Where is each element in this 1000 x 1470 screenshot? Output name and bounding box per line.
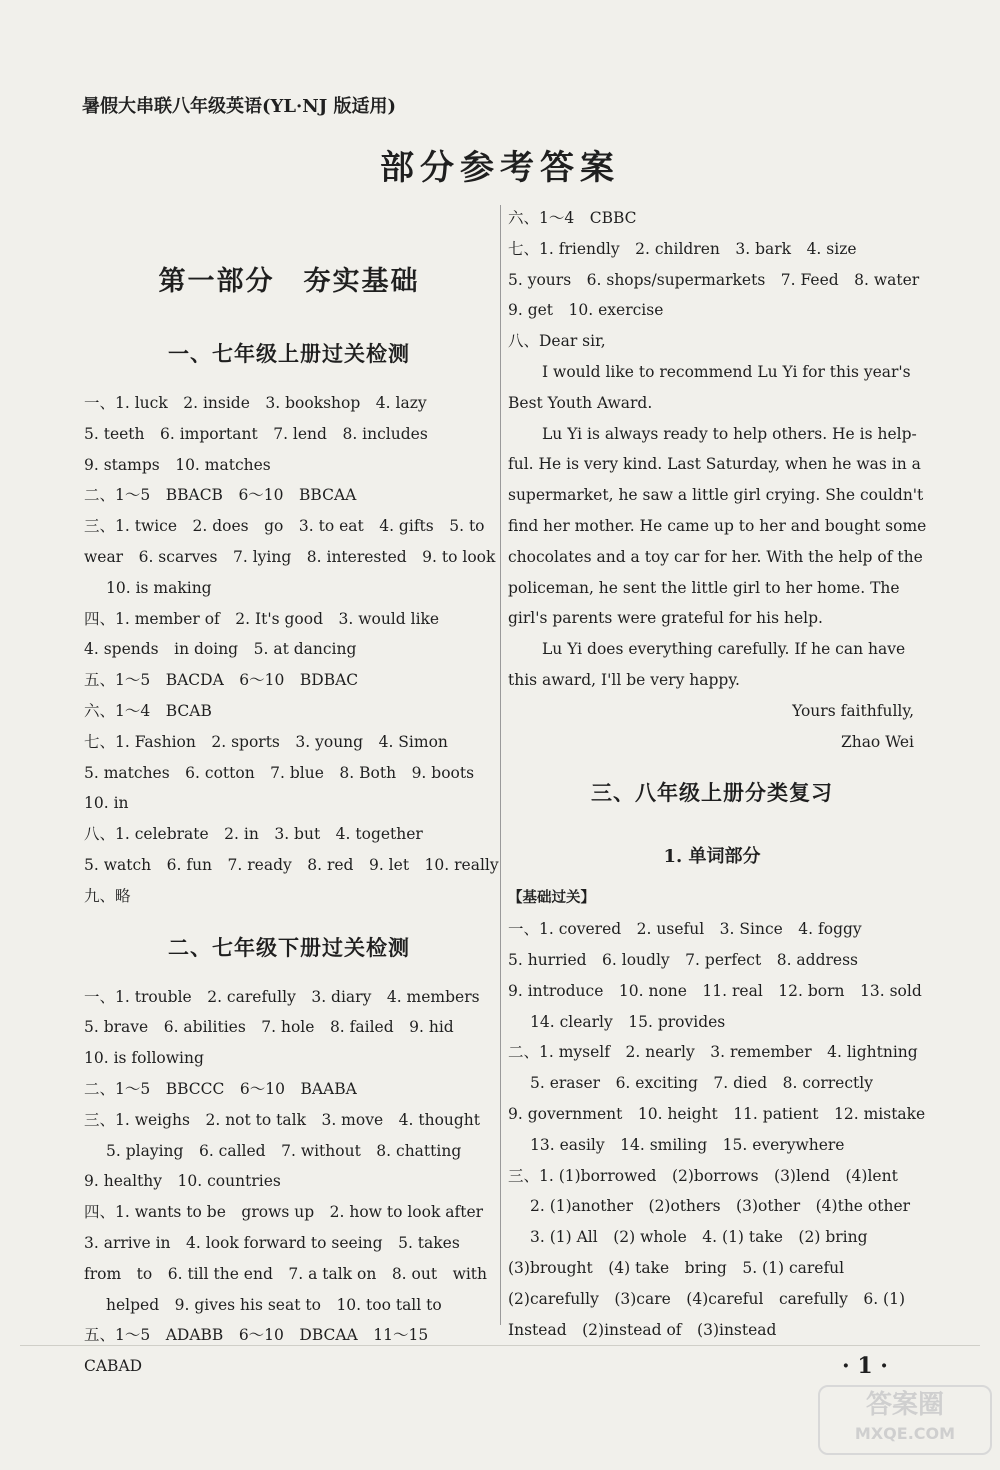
answer-line: 七、1. friendly 2. children 3. bark 4. size <box>508 239 857 258</box>
right-column <box>508 203 927 1345</box>
book-header: 暑假大串联八年级英语(YL·NJ 版适用) <box>82 96 397 117</box>
answer-line: 5. playing 6. called 7. without 8. chatting <box>106 1141 462 1160</box>
section-heading-wrap <box>508 757 916 827</box>
answer-line: 5. hurried 6. loudly 7. perfect 8. address <box>508 950 859 969</box>
answer-line: 5. matches 6. cotton 7. blue 8. Both 9. boots <box>84 763 475 782</box>
answer-line: 二、1. myself 2. nearly 3. remember 4. lightning <box>508 1043 918 1062</box>
answer-line: 9. healthy 10. countries <box>84 1172 281 1191</box>
letter-signature: Zhao Wei <box>840 732 914 751</box>
answer-line: 10. in <box>84 794 129 813</box>
bottom-rule <box>20 1345 980 1346</box>
answer-line: 八、Dear sir, <box>508 332 606 351</box>
answer-line: 一、1. luck 2. inside 3. bookshop 4. lazy <box>84 394 427 412</box>
answer-line: from to 6. till the end 7. a talk on 8. out with <box>84 1264 488 1283</box>
answer-line: 一、1. trouble 2. carefully 3. diary 4. members <box>84 987 480 1006</box>
page-title: 部分参考答案 <box>380 148 620 188</box>
answer-line: CABAD <box>84 1357 143 1376</box>
page-number: · 1 · <box>842 1353 888 1379</box>
letter-line: policeman, he sent the little girl to her home. The <box>508 578 900 597</box>
letter-line: Best Youth Award. <box>508 393 653 412</box>
answer-line: 10. is making <box>106 578 212 597</box>
subsection-heading-wrap <box>508 827 916 883</box>
answer-line: 五、1～5 ADABB 6～10 DBCAA 11～15 <box>84 1326 429 1345</box>
letter-line: this award, I'll be very happy. <box>508 670 740 689</box>
answer-line: 3. arrive in 4. look forward to seeing 5. takes <box>84 1233 460 1252</box>
answer-line: 一、1. covered 2. useful 3. Since 4. foggy <box>508 920 862 939</box>
letter-closing: Yours faithfully, <box>792 701 914 720</box>
letter-line: ful. He is very kind. Last Saturday, when he was in a <box>508 455 921 474</box>
answers-grade7-second <box>84 982 494 1382</box>
answer-line: 5. teeth 6. important 7. lend 8. includes <box>84 424 428 443</box>
section-title-grade7-second: 二、七年级下册过关检测 <box>168 934 410 960</box>
letter-line: chocolates and a toy car for her. With the help of the <box>508 547 923 566</box>
column-divider <box>500 205 501 1325</box>
answer-line: 九、略 <box>84 886 131 905</box>
letter-line: girl's parents were grateful for his help. <box>508 609 823 628</box>
section-title-grade8-review: 三、八年级上册分类复习 <box>591 780 833 806</box>
answer-line: 5. eraser 6. exciting 7. died 8. correctly <box>530 1074 873 1093</box>
basic-tag: 【基础过关】 <box>508 889 595 907</box>
answers-grade7-first <box>84 388 499 912</box>
answer-line: 9. stamps 10. matches <box>84 455 271 474</box>
letter-line: Lu Yi is always ready to help others. He is help- <box>542 424 917 443</box>
answer-line: Instead (2)instead of (3)instead <box>508 1320 777 1339</box>
answer-line: 9. government 10. height 11. patient 12. mistake <box>508 1104 926 1123</box>
answer-line: 4. spends in doing 5. at dancing <box>84 640 357 659</box>
answer-line: 六、1～4 BCAB <box>84 701 212 720</box>
section-heading-wrap <box>84 318 494 388</box>
answer-line: 三、1. (1)borrowed (2)borrows (3)lend (4)lent <box>508 1166 898 1185</box>
answer-line: 9. introduce 10. none 11. real 12. born 13. sold <box>508 981 922 1000</box>
answer-line: 2. (1)another (2)others (3)other (4)the other <box>530 1197 911 1216</box>
answers-grade8-vocab <box>508 914 926 1345</box>
subsection-title-vocabulary: 1. 单词部分 <box>663 846 761 868</box>
answer-line: 七、1. Fashion 2. sports 3. young 4. Simon <box>84 732 448 751</box>
answer-line: 14. clearly 15. provides <box>530 1012 726 1031</box>
answer-line: wear 6. scarves 7. lying 8. interested 9. to look <box>84 547 496 566</box>
answer-line: 二、1～5 BBACB 6～10 BBCAA <box>84 486 357 505</box>
answer-line: 二、1～5 BBCCC 6～10 BAABA <box>84 1079 357 1098</box>
left-column <box>84 238 499 1382</box>
answer-line: 三、1. twice 2. does go 3. to eat 4. gifts 5. to <box>84 517 485 536</box>
watermark-text: 答案圈 <box>865 1390 944 1420</box>
answer-line: 四、1. member of 2. It's good 3. would like <box>84 609 440 628</box>
letter-line: supermarket, he saw a little girl crying. She couldn't <box>508 486 924 505</box>
section-title-grade7-first: 一、七年级上册过关检测 <box>168 341 410 366</box>
answer-line: (2)carefully (3)care (4)careful carefully 6. (1) <box>508 1289 906 1308</box>
answer-line: 三、1. weighs 2. not to talk 3. move 4. thought <box>84 1110 481 1129</box>
answer-line: 六、1～4 CBBC <box>508 209 637 227</box>
answer-line: 5. watch 6. fun 7. ready 8. red 9. let 10. really <box>84 855 499 874</box>
letter-line: find her mother. He came up to her and bought some <box>508 516 927 535</box>
answer-line: 五、1～5 BACDA 6～10 BDBAC <box>84 671 359 690</box>
answer-line: 3. (1) All (2) whole 4. (1) take (2) bring <box>530 1228 868 1247</box>
watermark-logo <box>818 1385 992 1455</box>
answer-line: 5. yours 6. shops/supermarkets 7. Feed 8. water <box>508 270 920 289</box>
answer-line: 10. is following <box>84 1049 204 1068</box>
answers-continued <box>508 203 920 357</box>
sample-letter <box>508 357 927 757</box>
answer-line: 四、1. wants to be grows up 2. how to look after <box>84 1203 484 1222</box>
letter-line: Lu Yi does everything carefully. If he can have <box>542 640 906 659</box>
section-heading-wrap <box>84 912 494 982</box>
part-title: 第一部分 夯实基础 <box>158 265 420 297</box>
answer-line: 9. get 10. exercise <box>508 301 664 320</box>
watermark-url: MXQE.COM <box>854 1424 956 1443</box>
letter-line: I would like to recommend Lu Yi for this year's <box>542 362 911 381</box>
answer-line: 八、1. celebrate 2. in 3. but 4. together <box>84 825 423 844</box>
answer-line: (3)brought (4) take bring 5. (1) careful <box>508 1258 845 1277</box>
answer-line: 13. easily 14. smiling 15. everywhere <box>530 1135 845 1154</box>
answer-line: helped 9. gives his seat to 10. too tall to <box>106 1295 442 1314</box>
answer-line: 5. brave 6. abilities 7. hole 8. failed 9. hid <box>84 1018 454 1037</box>
part-heading-wrap <box>84 238 494 318</box>
